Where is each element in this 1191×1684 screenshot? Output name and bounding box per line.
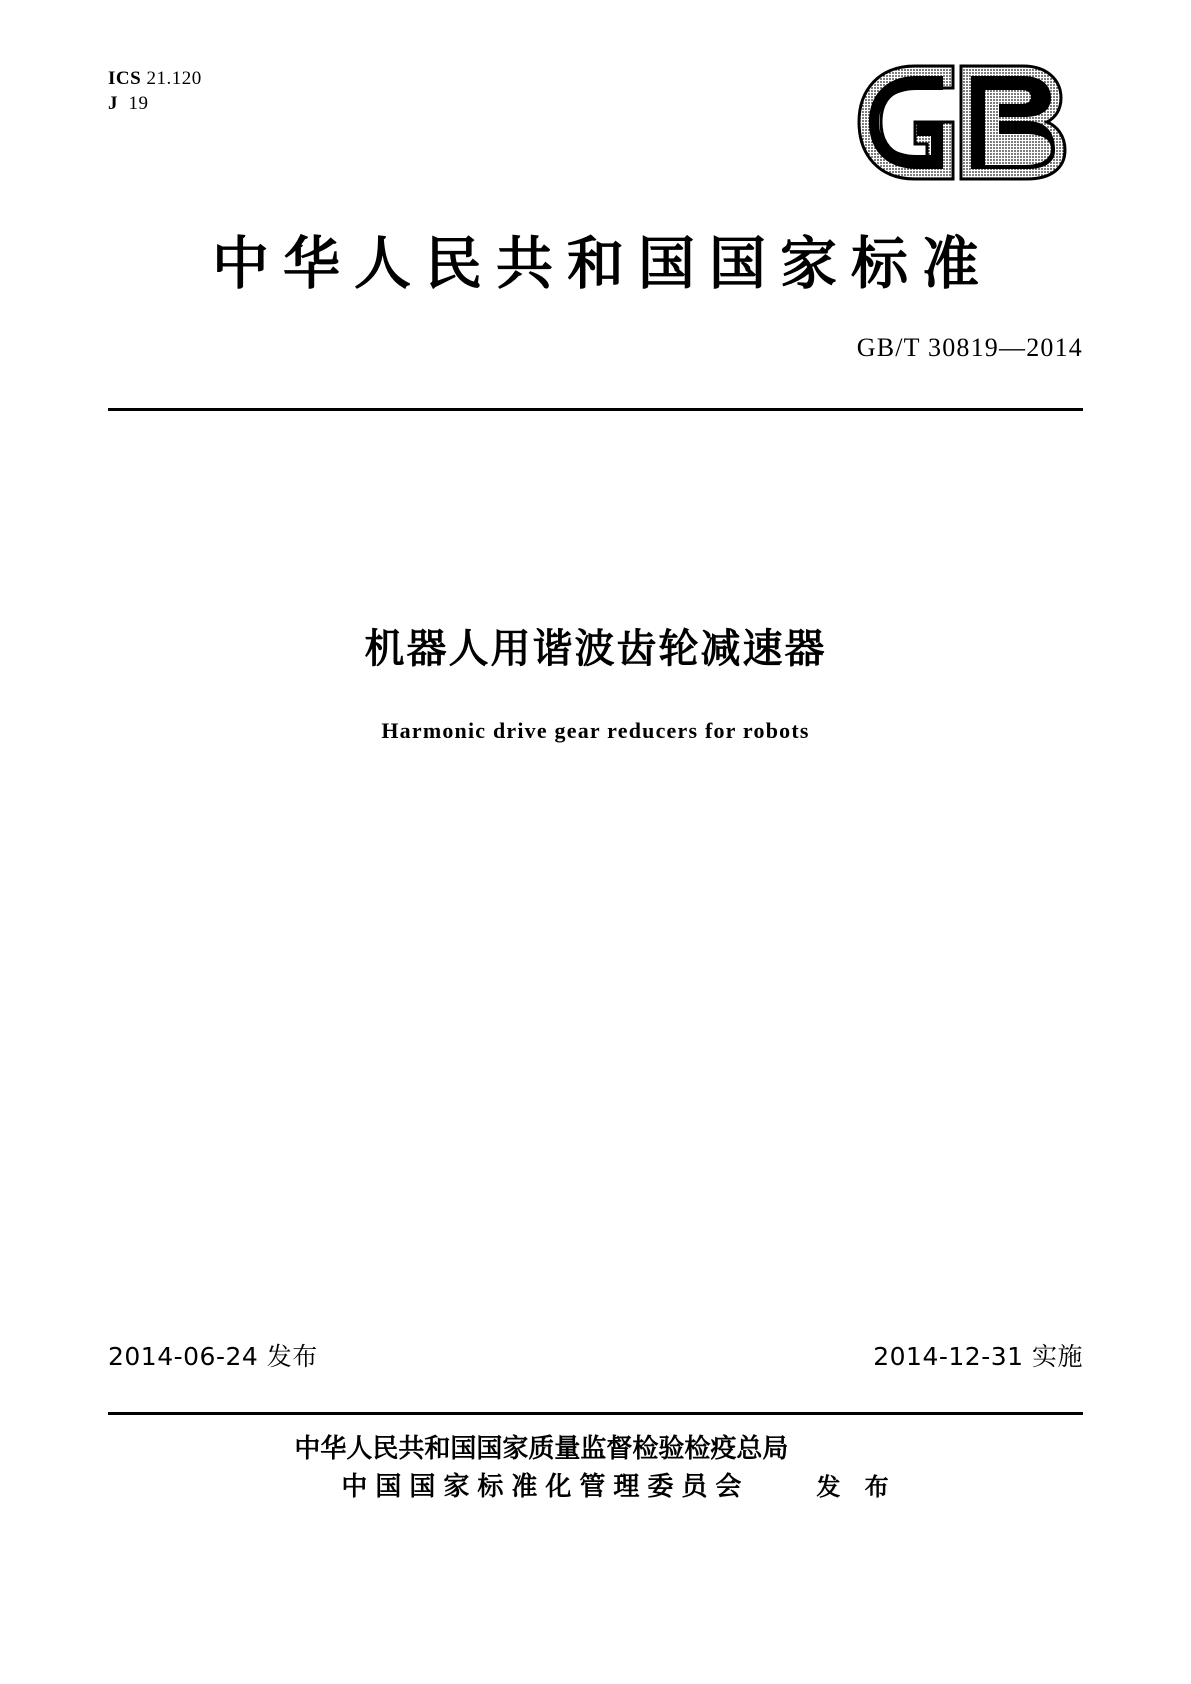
- ics-label: ICS: [108, 68, 142, 89]
- classification-value: 19: [128, 93, 149, 114]
- standard-number: GB/T 30819—2014: [856, 333, 1083, 362]
- publisher-org-line2: 中国国家标准化管理委员会: [341, 1472, 750, 1502]
- header-divider: [108, 408, 1083, 411]
- ics-value: 21.120: [146, 68, 202, 89]
- publisher-organizations: [294, 1430, 788, 1506]
- gb-logo-icon: [853, 60, 1083, 185]
- document-title-chinese: 机器人用谐波齿轮减速器: [364, 626, 827, 672]
- publisher-org-line1: 中华人民共和国国家质量监督检验检疫总局: [294, 1434, 789, 1464]
- issue-date: 2014-06-24 发布: [108, 1342, 318, 1371]
- classification-label: J: [108, 93, 118, 114]
- ics-code-block: [108, 66, 202, 116]
- national-standard-title: 中华人民共和国国家标准: [212, 231, 993, 297]
- publisher-verb: 发 布: [816, 1473, 897, 1501]
- footer-divider: [108, 1412, 1083, 1415]
- document-title-english: Harmonic drive gear reducers for robots: [381, 718, 810, 743]
- ics-code-line: [108, 66, 202, 91]
- publisher-block: [0, 1430, 1191, 1506]
- classification-code-line: [108, 91, 202, 116]
- implementation-date: 2014-12-31 实施: [873, 1342, 1083, 1371]
